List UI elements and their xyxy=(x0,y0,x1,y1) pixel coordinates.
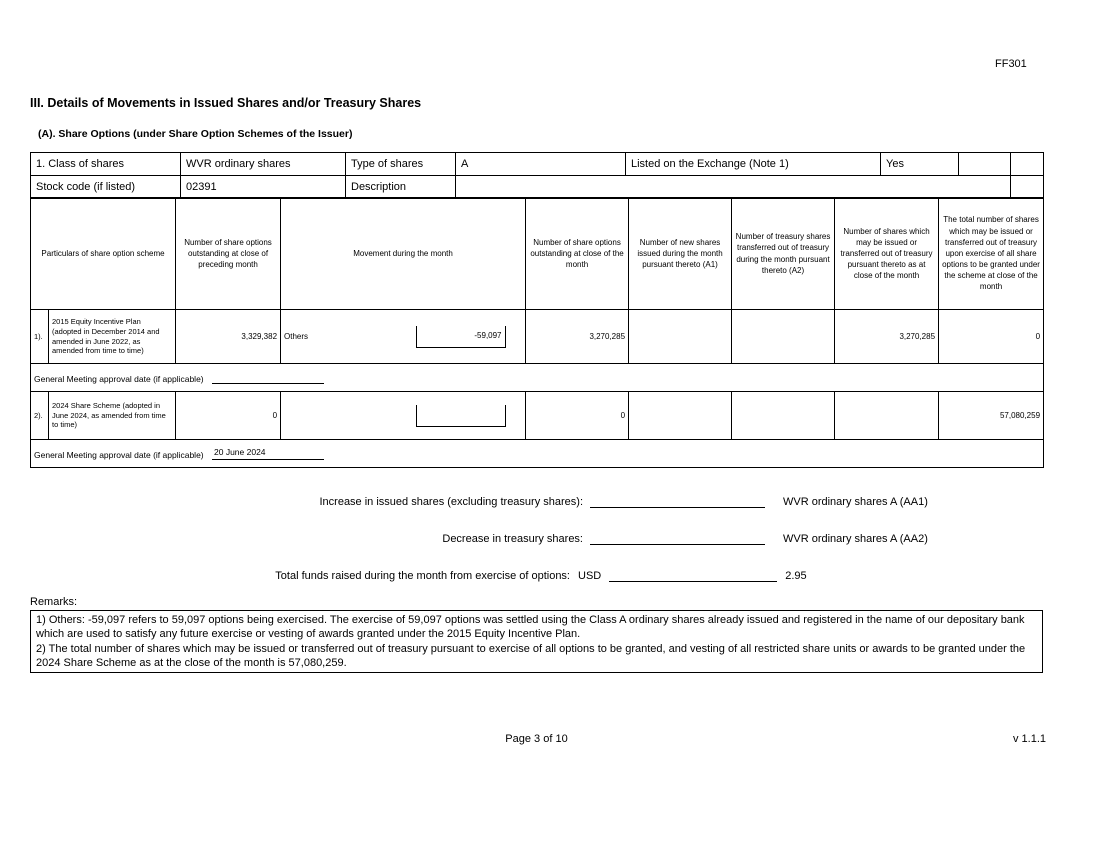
col-header-treasury-transferred: Number of treasury shares transferred out of treasury during the month pursuant thereto (A2) xyxy=(732,198,835,310)
description-value-field[interactable] xyxy=(456,176,1011,199)
movement-gap-cell xyxy=(506,392,526,440)
gm-approval-date-field[interactable]: 20 June 2024 xyxy=(212,447,324,460)
decrease-treasury-shares-class: WVR ordinary shares A (AA2) xyxy=(783,533,928,545)
movement-gap-cell xyxy=(506,310,526,364)
may-be-issued-value xyxy=(835,392,939,440)
decrease-treasury-shares-row xyxy=(30,531,1070,545)
movement-value-field[interactable]: -59,097 xyxy=(416,326,506,348)
total-funds-raised-label: Total funds raised during the month from exercise of options: xyxy=(275,570,570,582)
outstanding-preceding-value: 3,329,382 xyxy=(176,310,281,364)
increase-issued-shares-label: Increase in issued shares (excluding treasury shares): xyxy=(319,496,583,508)
info-spacer-cell xyxy=(1011,153,1044,176)
new-shares-issued-value xyxy=(629,392,732,440)
gm-approval-label: General Meeting approval date (if applicable) xyxy=(34,374,204,384)
share-options-table xyxy=(30,197,1044,468)
share-class-table xyxy=(30,152,1044,199)
col-header-total-under-scheme: The total number of shares which may be issued or transferred out of treasury upon exercise of all share options to be granted under the scheme at close of the month xyxy=(939,198,1044,310)
increase-issued-shares-field[interactable] xyxy=(590,494,765,508)
movement-value-cell xyxy=(416,392,506,440)
treasury-transferred-value xyxy=(732,310,835,364)
info-spacer-cell xyxy=(1011,176,1044,199)
scheme-row-1 xyxy=(31,310,1044,364)
movement-type: Others xyxy=(281,310,416,364)
scheme-name: 2024 Share Scheme (adopted in June 2024, as amended from time to time) xyxy=(49,392,176,440)
stock-code-label: Stock code (if listed) xyxy=(31,176,181,199)
movement-value-field[interactable] xyxy=(416,405,506,427)
description-label: Description xyxy=(346,176,456,199)
remarks-box xyxy=(30,610,1043,673)
decrease-treasury-shares-field[interactable] xyxy=(590,531,765,545)
decrease-treasury-shares-label: Decrease in treasury shares: xyxy=(442,533,583,545)
outstanding-preceding-value: 0 xyxy=(176,392,281,440)
movement-value-cell xyxy=(416,310,506,364)
stock-code-value: 02391 xyxy=(181,176,346,199)
outstanding-close-value: 3,270,285 xyxy=(526,310,629,364)
col-header-new-shares-issued: Number of new shares issued during the month pursuant thereto (A1) xyxy=(629,198,732,310)
gm-approval-row-2 xyxy=(31,440,1044,468)
col-header-may-be-issued: Number of shares which may be issued or transferred out of treasury pursuant thereto as at close of the month xyxy=(835,198,939,310)
scheme-row-2 xyxy=(31,392,1044,440)
funds-currency: USD xyxy=(578,570,602,582)
type-of-shares-label: Type of shares xyxy=(346,153,456,176)
total-funds-raised-row xyxy=(30,568,1070,582)
may-be-issued-value: 3,270,285 xyxy=(835,310,939,364)
class-of-shares-label: 1. Class of shares xyxy=(31,153,181,176)
subsection-title: (A). Share Options (under Share Option Schemes of the Issuer) xyxy=(38,128,353,140)
increase-issued-shares-class: WVR ordinary shares A (AA1) xyxy=(783,496,928,508)
col-header-outstanding-close: Number of share options outstanding at close of the month xyxy=(526,198,629,310)
remark-line: 1) Others: -59,097 refers to 59,097 options being exercised. The exercise of 59,097 options was settled using the Class A ordinary shares already issued and registered in the name of our depositary bank which are used to satisfy any future exercise or vesting of awards granted under the 2015 Equity Incentive Plan. xyxy=(36,614,1025,641)
section-title: III. Details of Movements in Issued Shares and/or Treasury Shares xyxy=(30,96,422,110)
total-funds-raised-value: 2.95 xyxy=(785,570,807,582)
gm-approval-label: General Meeting approval date (if applicable) xyxy=(34,450,204,460)
total-under-scheme-value: 57,080,259 xyxy=(939,392,1044,440)
gm-approval-date-field[interactable] xyxy=(212,371,324,384)
share-class-row xyxy=(31,153,1044,176)
col-header-particulars: Particulars of share option scheme xyxy=(31,198,176,310)
new-shares-issued-value xyxy=(629,310,732,364)
total-under-scheme-value: 0 xyxy=(939,310,1044,364)
options-table-header-row xyxy=(31,198,1044,310)
remark-line: 2) The total number of shares which may be issued or transferred out of treasury pursuant to exercise of all options to be granted, and vesting of all restricted share units or awards to be granted under the 2024 Share Scheme as at the close of the month is 57,080,259. xyxy=(36,642,1026,669)
gm-approval-row-1 xyxy=(31,364,1044,392)
scheme-name: 2015 Equity Incentive Plan (adopted in December 2014 and amended in June 2022, as amended from time to time) xyxy=(49,310,176,364)
type-of-shares-value: A xyxy=(456,153,626,176)
info-spacer-cell xyxy=(959,153,1011,176)
class-of-shares-value: WVR ordinary shares xyxy=(181,153,346,176)
row-index: 1). xyxy=(31,310,49,364)
movement-type xyxy=(281,392,416,440)
treasury-transferred-value xyxy=(732,392,835,440)
version-number: v 1.1.1 xyxy=(1013,733,1047,745)
remarks-label: Remarks: xyxy=(30,596,78,608)
page-number: Page 3 of 10 xyxy=(505,733,568,745)
listed-on-exchange-value: Yes xyxy=(881,153,959,176)
outstanding-close-value: 0 xyxy=(526,392,629,440)
row-index: 2). xyxy=(31,392,49,440)
form-code: FF301 xyxy=(995,58,1027,70)
total-funds-raised-field[interactable] xyxy=(609,568,777,582)
col-header-movement: Movement during the month xyxy=(281,198,526,310)
listed-on-exchange-label: Listed on the Exchange (Note 1) xyxy=(626,153,881,176)
col-header-outstanding-preceding: Number of share options outstanding at close of preceding month xyxy=(176,198,281,310)
increase-issued-shares-row xyxy=(30,494,1070,508)
stock-code-row xyxy=(31,176,1044,199)
